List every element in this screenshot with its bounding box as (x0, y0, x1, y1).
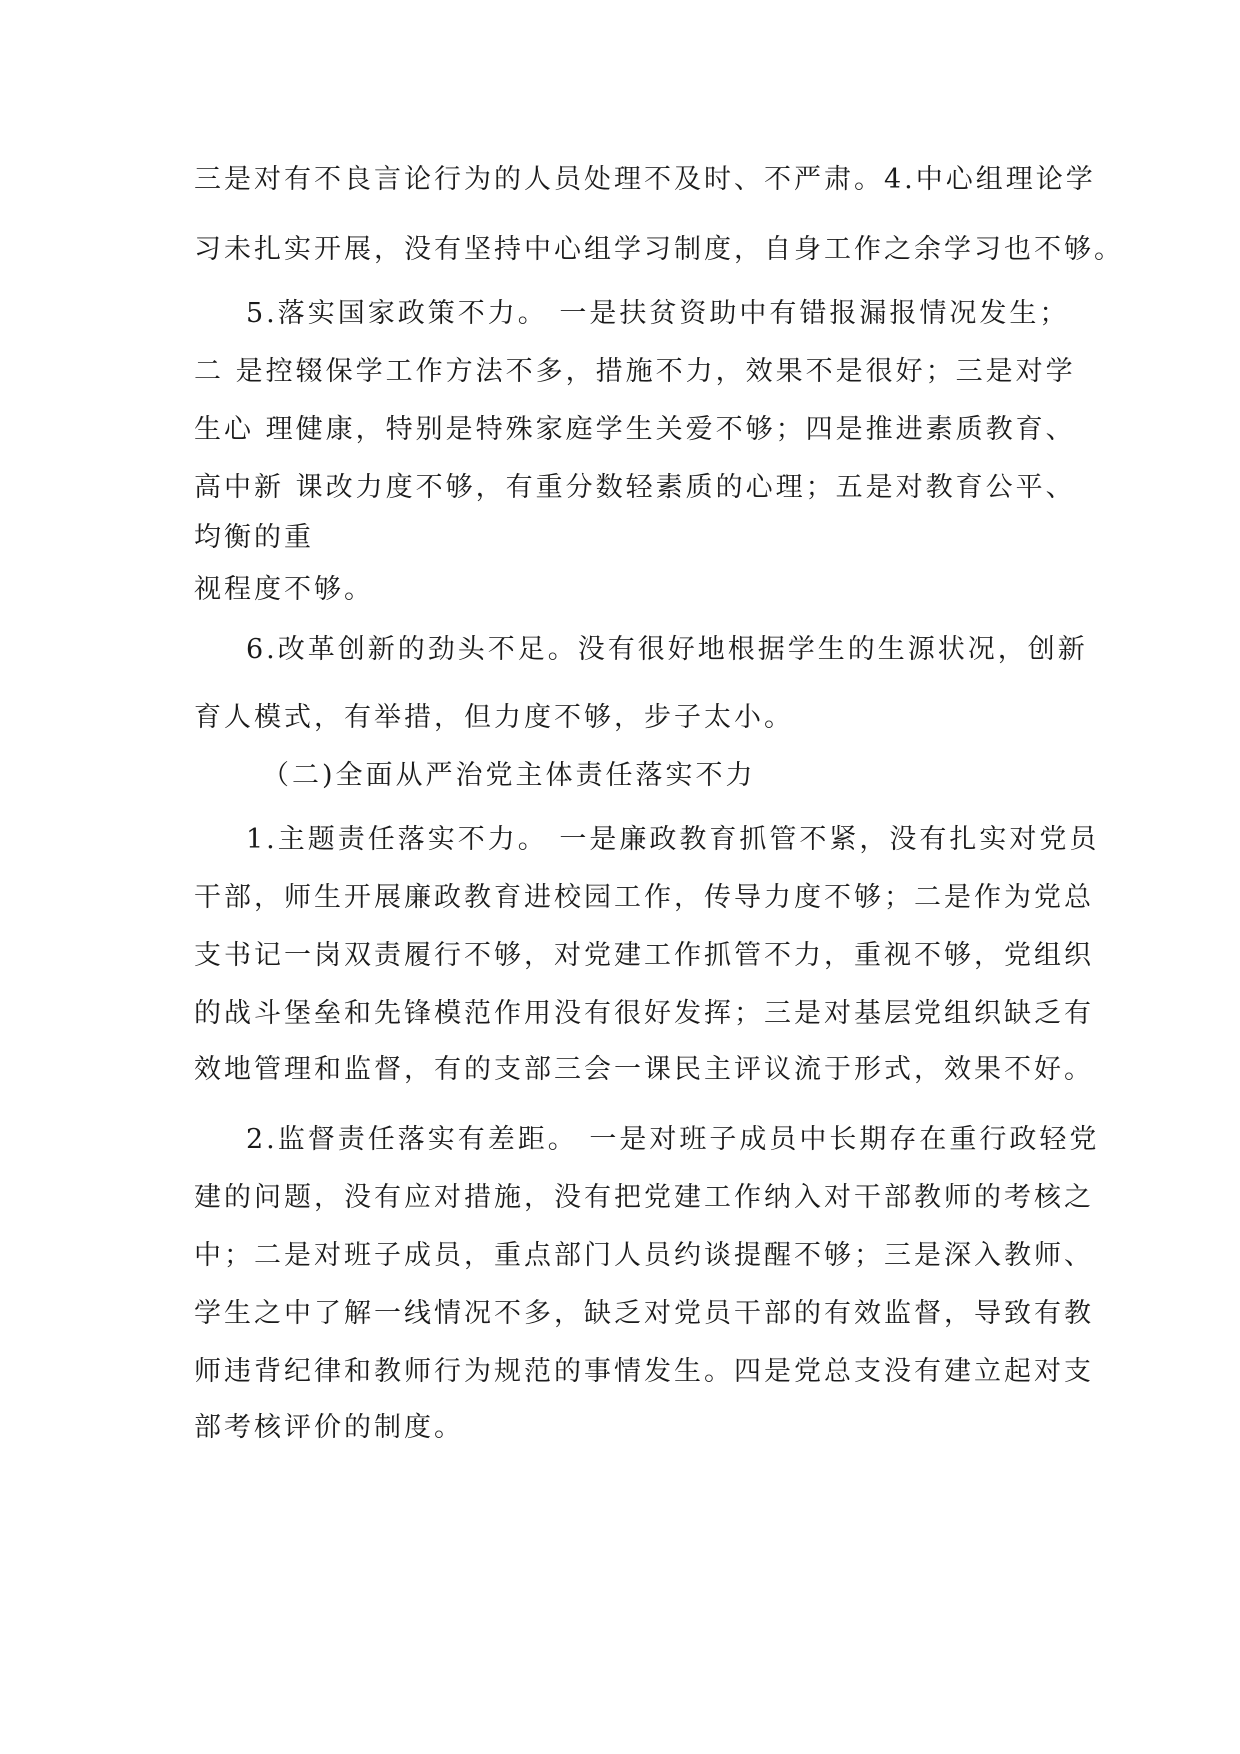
text-line: 师违背纪律和教师行为规范的事情发生。四是党总支没有建立起对支 (194, 1356, 1094, 1387)
text-line: 高中新 课改力度不够，有重分数轻素质的心理；五是对教育公平、 (194, 472, 1076, 503)
text-line: 的战斗堡垒和先锋模范作用没有很好发挥；三是对基层党组织缺乏有 (194, 998, 1094, 1029)
text-line: 育人模式，有举措，但力度不够，步子太小。 (194, 702, 794, 733)
text-line: 2.监督责任落实有差距。 一是对班子成员中长期存在重行政轻党 (246, 1124, 1100, 1155)
text-line: 生心 理健康，特别是特殊家庭学生关爱不够；四是推进素质教育、 (194, 414, 1076, 445)
section-heading: （二)全面从严治党主体责任落实不力 (262, 760, 756, 791)
text-line: 习未扎实开展，没有坚持中心组学习制度，自身工作之余学习也不够。 (194, 234, 1124, 265)
text-line: 1.主题责任落实不力。 一是廉政教育抓管不紧，没有扎实对党员 (246, 824, 1100, 855)
text-line: 视程度不够。 (194, 574, 374, 605)
text-line: 5.落实国家政策不力。 一是扶贫资助中有错报漏报情况发生； (246, 298, 1070, 329)
text-line: 部考核评价的制度。 (194, 1412, 464, 1443)
text-line: 均衡的重 (194, 522, 314, 553)
text-line: 支书记一岗双责履行不够，对党建工作抓管不力，重视不够，党组织 (194, 940, 1094, 971)
text-line: 干部，师生开展廉政教育进校园工作，传导力度不够；二是作为党总 (194, 882, 1094, 913)
text-line: 中；二是对班子成员，重点部门人员约谈提醒不够；三是深入教师、 (194, 1240, 1094, 1271)
text-line: 6.改革创新的劲头不足。没有很好地根据学生的生源状况，创新 (246, 634, 1088, 665)
text-line: 三是对有不良言论行为的人员处理不及时、不严肃。4.中心组理论学 (194, 164, 1096, 195)
text-line: 效地管理和监督，有的支部三会一课民主评议流于形式，效果不好。 (194, 1054, 1094, 1085)
text-line: 学生之中了解一线情况不多，缺乏对党员干部的有效监督，导致有教 (194, 1298, 1094, 1329)
text-line: 二 是控辍保学工作方法不多，措施不力，效果不是很好；三是对学 (194, 356, 1076, 387)
text-line: 建的问题，没有应对措施，没有把党建工作纳入对干部教师的考核之 (194, 1182, 1094, 1213)
